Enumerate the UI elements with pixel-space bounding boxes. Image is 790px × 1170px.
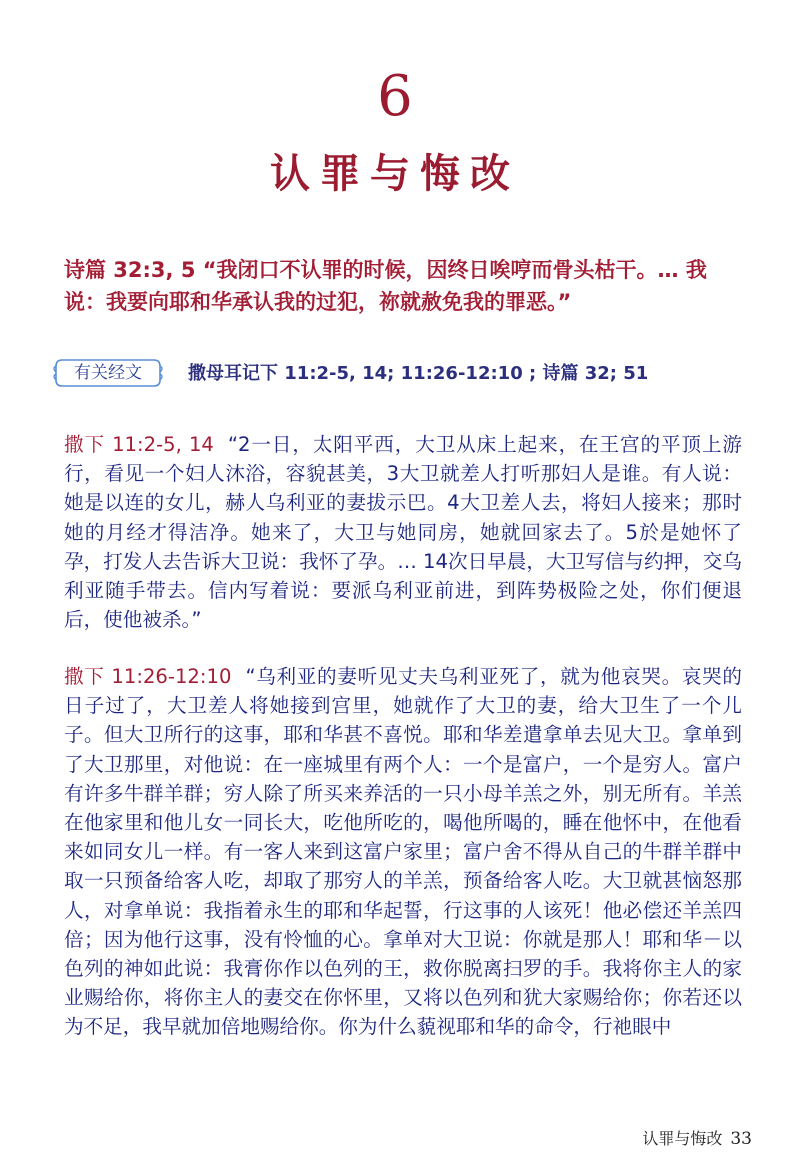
passage-reference: 撒下 11:26-12:10 (64, 665, 232, 688)
running-title: 认罪与悔改 (642, 1129, 723, 1148)
scripture-passage (64, 430, 742, 634)
related-scripture-row (52, 356, 752, 392)
related-scripture-label: 有关经文 (74, 363, 142, 383)
page-number: 33 (730, 1129, 752, 1149)
chapter-title: 认罪与悔改 (270, 150, 520, 197)
memory-verse: 诗篇 32:3, 5 “我闭口不认罪的时候，因终日唉哼而骨头枯干。… 我说：我要向耶和华承认我的过犯，祢就赦免我的罪恶。” (64, 258, 707, 314)
related-scripture-references: 撒母耳记下 11:2-5, 14; 11:26-12:10 ; 诗篇 32; 51 (188, 363, 649, 384)
passage-text: “2一日，太阳平西，大卫从床上起来，在王宫的平顶上游行，看见一个妇人沐浴，容貌甚美，3大卫就差人打听那妇人是谁。有人说：她是以连的女儿，赫人乌利亚的妻拔示巴。4大卫差人去，将妇人接来；那时她的月经才得洁净。她来了，大卫与她同房，她就回家去了。5於是她怀了孕，打发人去告诉大卫说：我怀了孕。… 14次日早晨，大卫写信与约押，交乌利亚随手带去。信内写着说：要派乌利亚前进，到阵势极险之处，你们便退后，使他被杀。” (64, 433, 742, 632)
passage-text: “乌利亚的妻听见丈夫乌利亚死了，就为他哀哭。哀哭的日子过了，大卫差人将她接到宫里，她就作了大卫的妻，给大卫生了一个儿子。但大卫所行的这事，耶和华甚不喜悦。耶和华差遣拿单去见大卫。拿单到了大卫那里，对他说：在一座城里有两个人：一个是富户，一个是穷人。富户有许多牛群羊群；穷人除了所买来养活的一只小母羊羔之外，别无所有。羊羔在他家里和他儿女一同长大，吃他所吃的，喝他所喝的，睡在他怀中，在他看来如同女儿一样。有一客人来到这富户家里；富户舍不得从自己的牛群羊群中取一只预备给客人吃，却取了那穷人的羊羔，预备给客人吃。大卫就甚恼怒那人，对拿单说：我指着永生的耶和华起誓，行这事的人该死！他必偿还羊羔四倍；因为他行这事，没有怜恤的心。拿单对大卫说：你就是那人！耶和华－以色列的神如此说：我膏你作以色列的王，救你脱离扫罗的手。我将你主人的家业赐给你，将你主人的妻交在你怀里，又将以色列和犹大家赐给你；你若还以为不足，我早就加倍地赐给你。你为什么藐视耶和华的命令，行祂眼中 (64, 665, 742, 1039)
related-scripture-badge (52, 358, 164, 388)
passage-reference: 撒下 11:2-5, 14 (64, 433, 214, 456)
chapter-number: 6 (377, 64, 413, 129)
scripture-passage (64, 662, 742, 1042)
page-footer (642, 1128, 752, 1150)
